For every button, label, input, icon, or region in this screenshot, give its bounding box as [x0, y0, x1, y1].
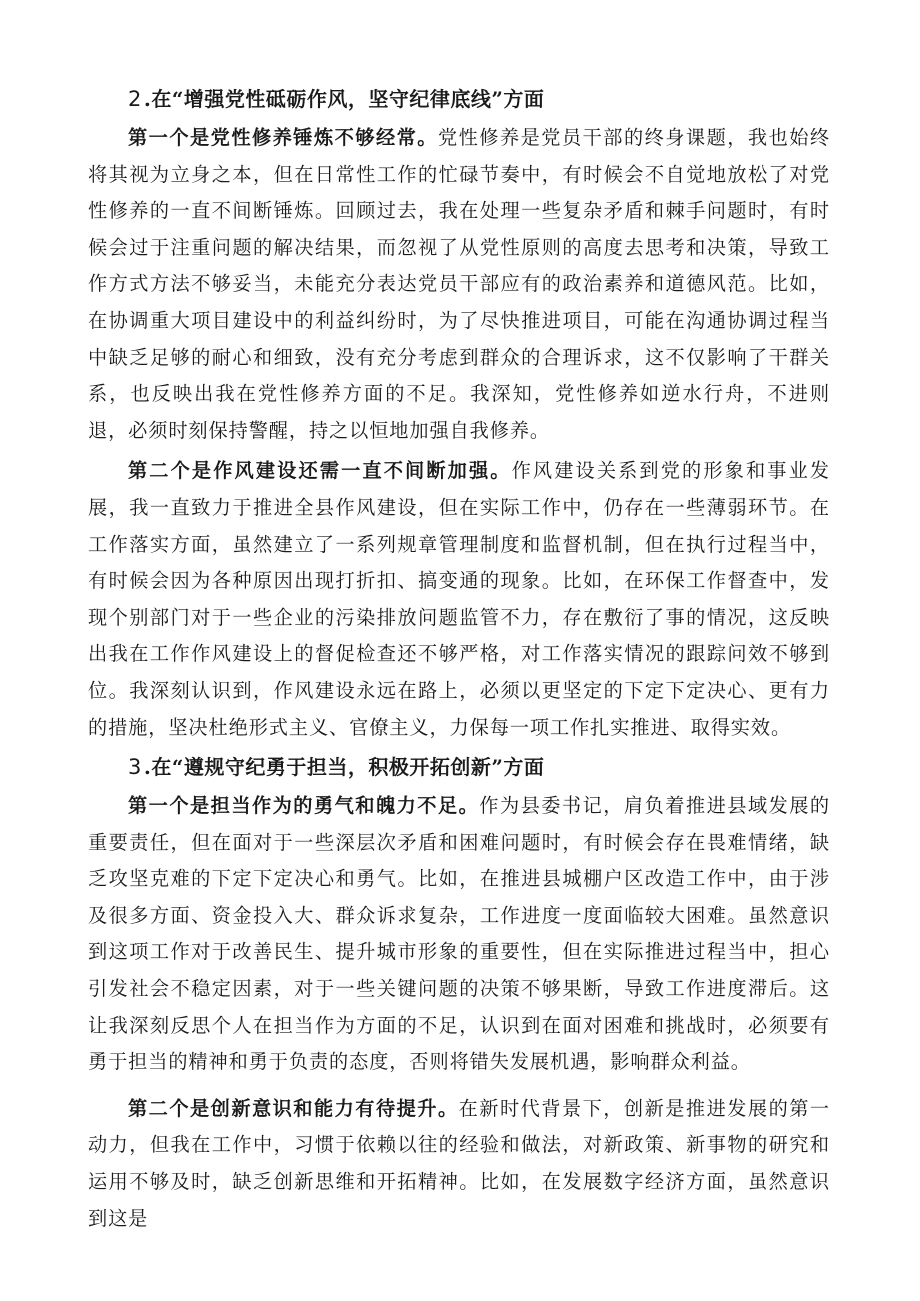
- paragraph-body: 作风建设关系到党的形象和事业发展，我一直致力于推进全县作风建设，但在实际工作中，仍存在一些薄弱环节。在工作落实方面，虽然建立了一系列规章管理制度和监督机制，但在执行过程当中，有时候会因为各种原因出现打折扣、搞变通的现象。比如，在环保工作督查中，发现个别部门对于一些企业的污染排放问题监管不力，存在敷衍了事的情况，这反映出我在工作作风建设上的督促检查还不够严格，对工作落实情况的跟踪问效不够到位。我深刻认识到，作风建设永远在路上，必须以更坚定的下定下定决心、更有力的措施，坚决杜绝形式主义、官僚主义，力保每一项工作扎实推进、取得实效。: [88, 459, 831, 739]
- paragraph: [88, 1091, 830, 1237]
- paragraph-lead: 第二个是作风建设还需一直不间断加强。: [128, 459, 512, 483]
- section-number: 2: [128, 87, 142, 111]
- paragraph-lead: 第二个是创新意识和能力有待提升。: [128, 1096, 459, 1120]
- document-page: [88, 80, 830, 1237]
- section-title: .在“遵规守纪勇于担当，积极开拓创新”方面: [143, 755, 545, 780]
- section-heading: [88, 80, 830, 118]
- paragraph-body: 在新时代背景下，创新是推进发展的第一动力，但我在工作中，习惯于依赖以往的经验和做法，对新政策、新事物的研究和运用不够及时，缺乏创新思维和开拓精神。比如，在发展数字经济方面，虽然意识到这是: [88, 1096, 830, 1230]
- section-heading: [88, 748, 830, 786]
- paragraph: [88, 120, 830, 449]
- paragraph-lead: 第一个是党性修养锤炼不够经常。: [128, 126, 438, 149]
- paragraph: [88, 453, 830, 746]
- paragraph-body: 作为县委书记，肩负着推进县域发展的重要责任，但在面对于一些深层次矛盾和困难问题时，有时候会存在畏难情绪，缺乏攻坚克难的下定下定决心和勇气。比如，在推进县城棚户区改造工作中，由于涉及很多方面、资金投入大、群众诉求复杂，工作进度一度面临较大困难。虽然意识到这项工作对于改善民生、提升城市形象的重要性，但在实际推进过程当中，担心引发社会不稳定因素，对于一些关键问题的决策不够果断，导致工作进度滞后。这让我深刻反思个人在担当作为方面的不足，认识到在面对困难和挑战时，必须要有勇于担当的精神和勇于负责的态度，否则将错失发展机遇，影响群众利益。: [88, 794, 830, 1074]
- section-title: .在“增强党性砥砺作风，坚守纪律底线”方面: [143, 87, 545, 111]
- paragraph: [88, 788, 830, 1081]
- section-number: 3: [128, 755, 142, 780]
- paragraph-body: 党性修养是党员干部的终身课题，我也始终将其视为立身之本，但在日常性工作的忙碌节奏中，有时候会不自觉地放松了对党性修养的一直不间断锤炼。回顾过去，我在处理一些复杂矛盾和棘手问题时，有时候会过于注重问题的解决结果，而忽视了从党性原则的高度去思考和决策，导致工作方式方法不够妥当，未能充分表达党员干部应有的政治素养和道德风范。比如，在协调重大项目建设中的利益纠纷时，为了尽快推进项目，可能在沟通协调过程当中缺乏足够的耐心和细致，没有充分考虑到群众的合理诉求，这不仅影响了干群关系，也反映出我在党性修养方面的不足。我深知，党性修养如逆水行舟，不进则退，必须时刻保持警醒，持之以恒地加强自我修养。: [88, 126, 831, 442]
- paragraph-lead: 第一个是担当作为的勇气和魄力不足。: [128, 794, 480, 818]
